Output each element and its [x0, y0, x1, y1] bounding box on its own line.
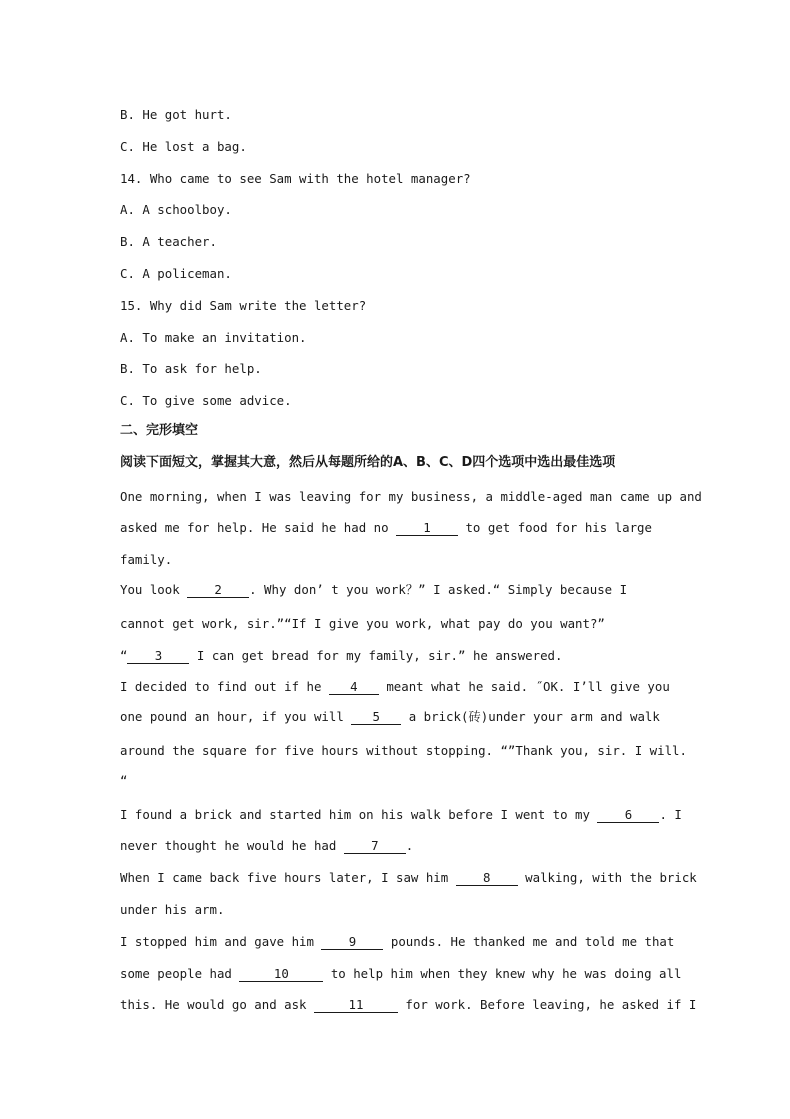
- option-13c: C. He lost a bag.: [120, 139, 247, 154]
- passage-line: [120, 966, 681, 982]
- passage-line: [120, 997, 696, 1013]
- blank-11: 11: [314, 998, 398, 1013]
- passage-text: I can get bread for my family, sir.” he answered.: [189, 648, 563, 663]
- option-15b: B. To ask for help.: [120, 361, 262, 376]
- option-15c: C. To give some advice.: [120, 393, 292, 408]
- passage-text: .: [405, 838, 414, 853]
- passage-line: cannot get work, sir.”“If I give you work, what pay do you want?”: [120, 616, 605, 631]
- passage-line: [120, 679, 670, 695]
- passage-text: a brick(砖)under your arm and walk: [401, 709, 660, 724]
- blank-4: 4: [329, 680, 379, 695]
- passage-line: “: [120, 773, 128, 788]
- blank-1: 1: [396, 521, 458, 536]
- question-14: 14. Who came to see Sam with the hotel manager?: [120, 171, 471, 186]
- passage-text: this. He would go and ask: [120, 997, 314, 1012]
- passage-text: You look: [120, 582, 188, 597]
- passage-line: around the square for five hours without stopping. “”Thank you, sir. I will.: [120, 743, 687, 758]
- passage-text: walking, with the brick: [517, 870, 697, 885]
- passage-text: for work. Before leaving, he asked if I: [397, 997, 697, 1012]
- option-14c: C. A policeman.: [120, 266, 232, 281]
- passage-line: under his arm.: [120, 902, 225, 917]
- passage-line: [120, 870, 697, 886]
- option-14a: A. A schoolboy.: [120, 202, 232, 217]
- passage-line: [120, 582, 627, 598]
- blank-9: 9: [321, 935, 383, 950]
- blank-6: 6: [597, 808, 659, 823]
- blank-10: 10: [239, 967, 323, 982]
- passage-text: meant what he said. ˝OK. I’ll give you: [378, 679, 670, 694]
- section-instruction: 阅读下面短文，掌握其大意，然后从每题所给的A、B、C、D四个选项中选出最佳选项: [120, 455, 616, 470]
- blank-7: 7: [344, 839, 406, 854]
- passage-line: [120, 709, 660, 725]
- option-14b: B. A teacher.: [120, 234, 217, 249]
- section-title: 二、完形填空: [120, 423, 199, 438]
- passage-text: pounds. He thanked me and told me that: [383, 934, 675, 949]
- passage-text: never thought he would he had: [120, 838, 344, 853]
- question-15: 15. Why did Sam write the letter?: [120, 298, 367, 313]
- passage-text: . Why don’ t you work？” I asked.“ Simply because I: [249, 582, 628, 597]
- passage-line: [120, 807, 682, 823]
- passage-line: [120, 934, 674, 950]
- blank-8: 8: [456, 871, 518, 886]
- passage-line: [120, 838, 413, 854]
- passage-line: family.: [120, 552, 173, 567]
- passage-line: One morning, when I was leaving for my business, a middle-aged man came up and: [120, 489, 702, 504]
- passage-text: I found a brick and started him on his walk before I went to my: [120, 807, 598, 822]
- passage-text: one pound an hour, if you will: [120, 709, 352, 724]
- blank-3: 3: [127, 649, 189, 664]
- passage-text: some people had: [120, 966, 240, 981]
- passage-line: [120, 520, 652, 536]
- passage-text: “: [120, 648, 128, 663]
- passage-text: to get food for his large: [458, 520, 652, 535]
- passage-text: When I came back five hours later, I saw him: [120, 870, 456, 885]
- passage-text: asked me for help. He said he had no: [120, 520, 397, 535]
- option-15a: A. To make an invitation.: [120, 330, 307, 345]
- passage-text: to help him when they knew why he was doing all: [323, 966, 682, 981]
- passage-line: [120, 648, 562, 664]
- passage-text: I stopped him and gave him: [120, 934, 322, 949]
- blank-2: 2: [187, 583, 249, 598]
- option-13b: B. He got hurt.: [120, 107, 232, 122]
- passage-text: . I: [659, 807, 682, 822]
- passage-text: I decided to find out if he: [120, 679, 329, 694]
- blank-5: 5: [351, 710, 401, 725]
